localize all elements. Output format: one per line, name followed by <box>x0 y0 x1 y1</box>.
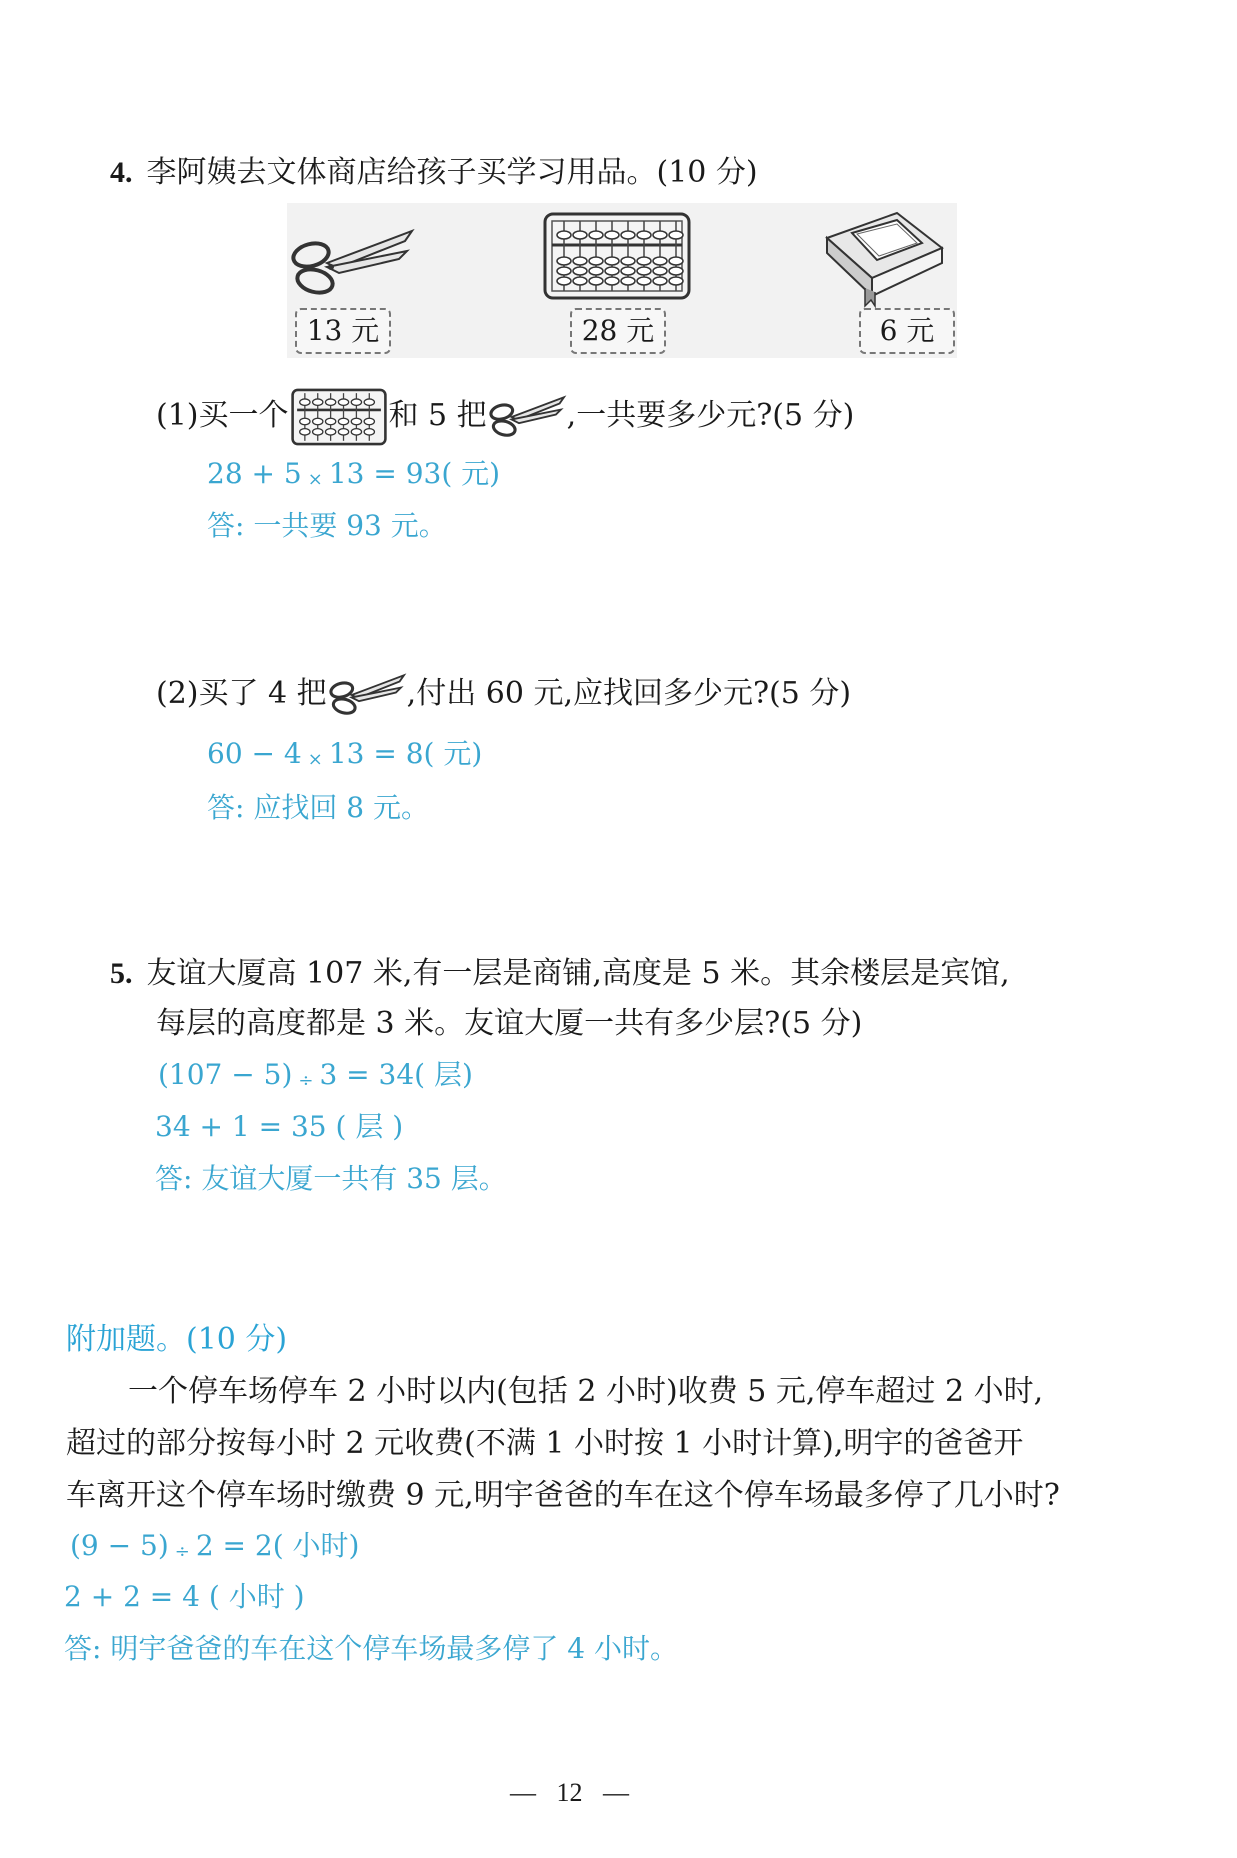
scissors-icon <box>327 670 407 720</box>
equation-part: 60 − 4 <box>207 737 302 770</box>
price-tag-abacus: 28 元 <box>570 308 666 354</box>
q5-line2: 每层的高度都是 3 米。友谊大厦一共有多少层?(5 分) <box>156 1006 863 1041</box>
q4-sub2-part-b: ,付出 60 元,应找回多少元?(5 分) <box>406 676 852 711</box>
q5-number: 5. <box>110 957 133 990</box>
abacus-icon <box>289 388 389 446</box>
equation-part: (107 − 5) <box>158 1058 293 1091</box>
price-strip <box>287 203 957 358</box>
dash-left: — <box>510 1778 536 1807</box>
q4-sub1-part-b: 和 5 把 <box>388 398 487 433</box>
bonus-line3: 车离开这个停车场时缴费 9 元,明宇爸爸的车在这个停车场最多停了几小时? <box>66 1478 1060 1513</box>
q4-sub1-answer-statement: 答: 一共要 93 元。 <box>207 509 447 542</box>
price-tag-scissors: 13 元 <box>295 308 391 354</box>
q4-sub2-part-a: (2)买了 4 把 <box>156 676 327 711</box>
equation-part: 2 = 2( 小时) <box>195 1529 360 1562</box>
equation-part: 13 = 93( 元) <box>328 457 501 490</box>
operator-sign: × <box>307 469 323 490</box>
q5-answer-equation1 <box>158 1053 473 1093</box>
q4-prompt <box>110 147 758 191</box>
q4-sub1-answer-equation <box>207 452 500 492</box>
operator-sign: ÷ <box>174 1541 190 1562</box>
scissors-icon <box>287 223 417 303</box>
dash-right: — <box>603 1778 629 1807</box>
bonus-title: 附加题。(10 分) <box>66 1322 288 1357</box>
bonus-answer-statement: 答: 明宇爸爸的车在这个停车场最多停了 4 小时。 <box>64 1632 678 1665</box>
book-icon <box>817 208 947 308</box>
scissors-icon <box>487 392 567 442</box>
q4-sub2-answer-equation <box>207 732 482 772</box>
bonus-answer-equation2: 2 + 2 = 4 ( 小时 ) <box>64 1580 305 1613</box>
q4-sub1-prompt <box>156 388 854 446</box>
q5-answer-statement: 答: 友谊大厦一共有 35 层。 <box>155 1162 507 1195</box>
q5-text-line1: 友谊大厦高 107 米,有一层是商铺,高度是 5 米。其余楼层是宾馆, <box>146 956 1010 991</box>
equation-part: 3 = 34( 层) <box>319 1058 473 1091</box>
q4-sub2-prompt <box>156 668 851 720</box>
bonus-line1: 一个停车场停车 2 小时以内(包括 2 小时)收费 5 元,停车超过 2 小时, <box>128 1374 1044 1409</box>
equation-part: 28 + 5 <box>207 457 302 490</box>
q4-text: 李阿姨去文体商店给孩子买学习用品。(10 分) <box>146 155 758 190</box>
bonus-answer-equation1 <box>70 1524 359 1564</box>
operator-sign: × <box>307 749 323 770</box>
page-number-value: 12 <box>556 1778 583 1807</box>
q4-sub1-part-a: (1)买一个 <box>156 398 289 433</box>
page-number <box>510 1778 629 1808</box>
q4-number: 4. <box>110 156 133 189</box>
equation-part: 13 = 8( 元) <box>328 737 483 770</box>
equation-part: (9 − 5) <box>70 1529 169 1562</box>
q5-answer-equation2: 34 + 1 = 35 ( 层 ) <box>155 1110 404 1143</box>
operator-sign: ÷ <box>298 1070 314 1091</box>
price-tag-book: 6 元 <box>859 308 955 354</box>
q4-sub1-part-c: ,一共要多少元?(5 分) <box>566 398 855 433</box>
bonus-line2: 超过的部分按每小时 2 元收费(不满 1 小时按 1 小时计算),明宇的爸爸开 <box>66 1426 1024 1461</box>
abacus-icon <box>542 211 692 301</box>
q5-line1 <box>110 948 1010 992</box>
q4-sub2-answer-statement: 答: 应找回 8 元。 <box>207 791 429 824</box>
